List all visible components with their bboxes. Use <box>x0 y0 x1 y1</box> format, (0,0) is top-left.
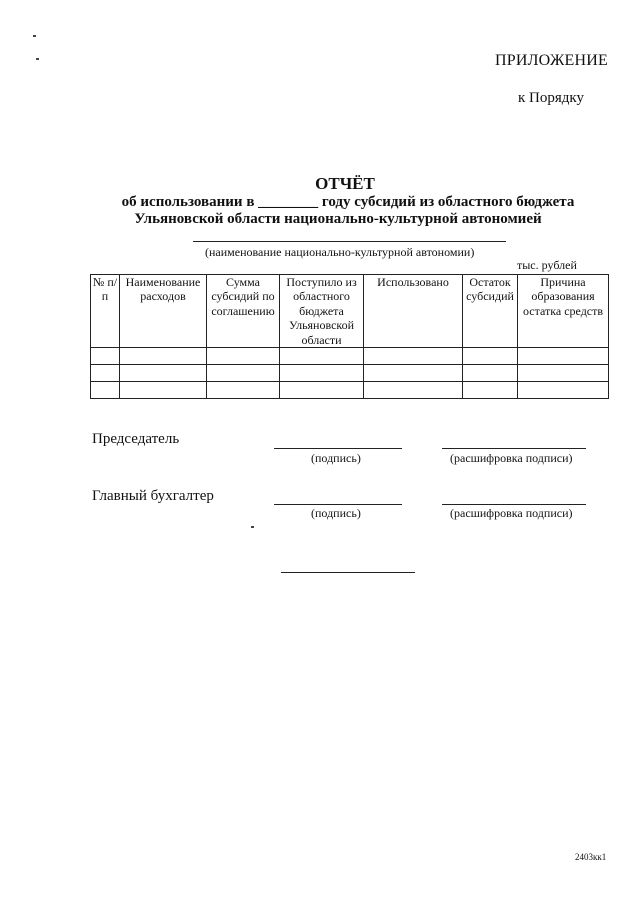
table-cell <box>280 381 364 398</box>
header-received: Поступило из областного бюджета Ульяновской области <box>280 275 364 348</box>
org-name-caption: (наименование национально-культурной автономии) <box>205 245 475 259</box>
table-header-row <box>91 275 609 348</box>
table-cell <box>463 381 518 398</box>
document-code: 2403кк1 <box>575 852 607 862</box>
table-cell <box>280 364 364 381</box>
accountant-decode-line <box>442 504 586 505</box>
table-cell <box>120 364 207 381</box>
table-cell <box>207 364 280 381</box>
header-reason: Причина образования остатка средств <box>518 275 609 348</box>
table-cell <box>518 347 609 364</box>
table-cell <box>364 364 463 381</box>
chairman-decode-line <box>442 448 586 449</box>
chairman-decode-caption: (расшифровка подписи) <box>450 451 573 465</box>
table-cell <box>120 347 207 364</box>
table-cell <box>91 347 120 364</box>
table-cell <box>463 347 518 364</box>
report-table <box>90 274 609 399</box>
scan-speck <box>251 526 254 528</box>
table-cell <box>463 364 518 381</box>
scan-speck <box>36 58 39 60</box>
appendix-subtitle: к Порядку <box>518 90 584 106</box>
table-cell <box>280 347 364 364</box>
accountant-signature-caption: (подпись) <box>311 506 361 520</box>
units-label: тыс. рублей <box>517 258 577 272</box>
chairman-label: Председатель <box>92 431 180 447</box>
accountant-label: Главный бухгалтер <box>92 488 214 504</box>
table-cell <box>364 381 463 398</box>
report-title: ОТЧЁТ <box>315 174 375 193</box>
accountant-decode-caption: (расшифровка подписи) <box>450 506 573 520</box>
accountant-signature-line <box>274 504 402 505</box>
table-row <box>91 381 609 398</box>
table-row <box>91 364 609 381</box>
table-cell <box>364 347 463 364</box>
org-name-line <box>193 241 506 242</box>
table-cell <box>518 381 609 398</box>
report-subtitle-line1: об использовании в ________ году субсидий из областного бюджета <box>121 194 575 210</box>
header-remainder: Остаток субсидий <box>463 275 518 348</box>
header-used: Использовано <box>364 275 463 348</box>
table-cell <box>91 381 120 398</box>
table-row <box>91 347 609 364</box>
scan-speck <box>33 35 36 37</box>
table-cell <box>518 364 609 381</box>
table-cell <box>120 381 207 398</box>
header-sum: Сумма субсидий по соглашению <box>207 275 280 348</box>
table-cell <box>207 347 280 364</box>
report-subtitle-line2: Ульяновской области национально-культурной автономией <box>134 211 542 227</box>
closing-line <box>281 572 415 573</box>
chairman-signature-caption: (подпись) <box>311 451 361 465</box>
appendix-title: ПРИЛОЖЕНИЕ <box>494 52 608 69</box>
chairman-signature-line <box>274 448 402 449</box>
table-cell <box>207 381 280 398</box>
header-expense: Наименование расходов <box>120 275 207 348</box>
header-number: № п/п <box>91 275 120 348</box>
table-cell <box>91 364 120 381</box>
